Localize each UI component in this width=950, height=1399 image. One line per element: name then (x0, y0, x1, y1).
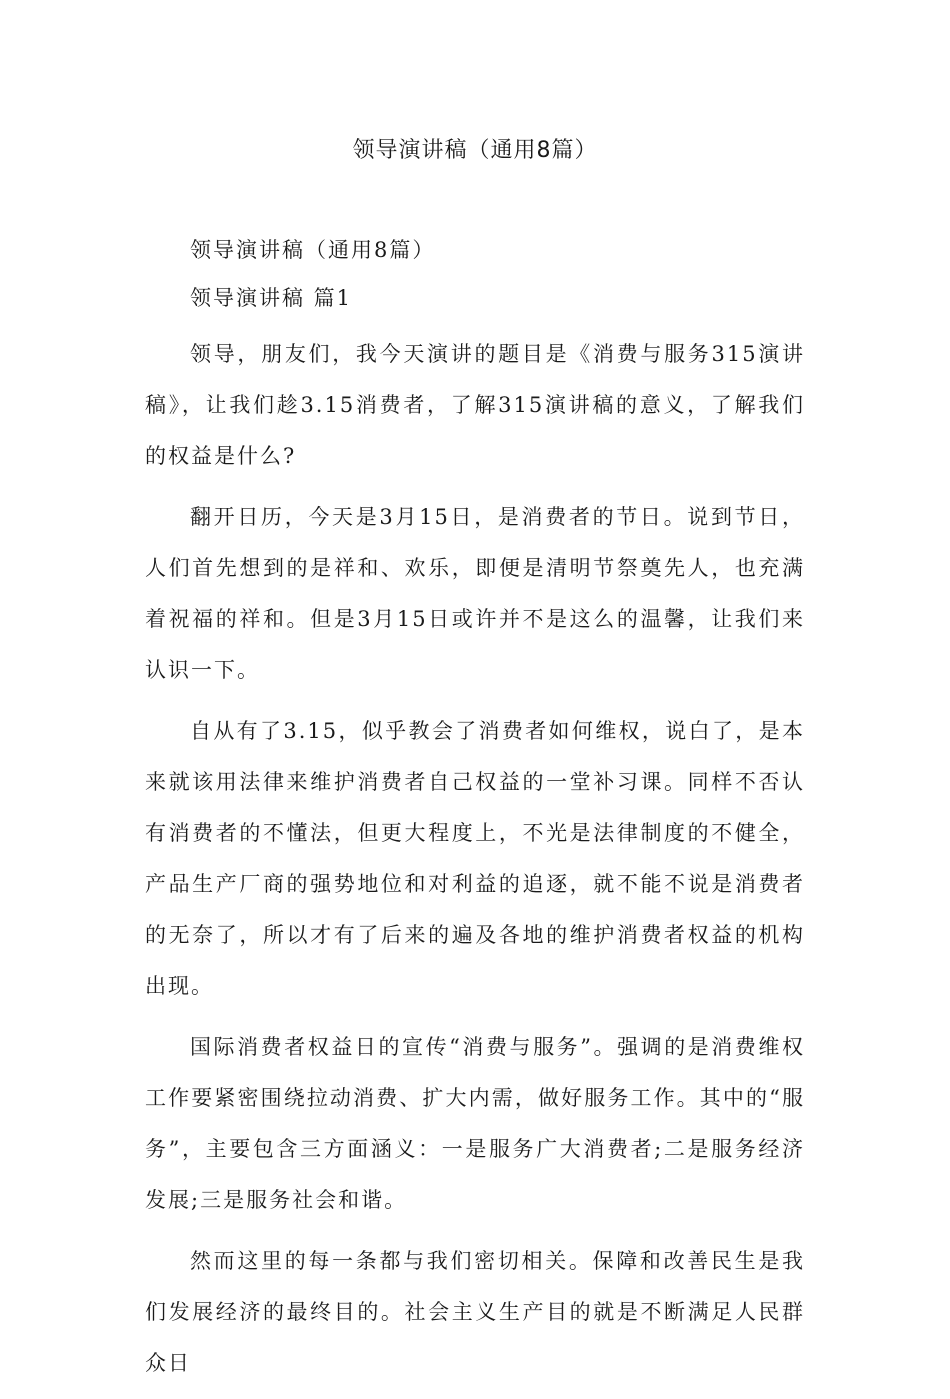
paragraph-2: 翻开日历，今天是3月15日，是消费者的节日。说到节日，人们首先想到的是祥和、欢乐，即便是清明节祭奠先人，也充满着祝福的祥和。但是3月15日或许并不是这么的温馨，让我们来认识一下。 (145, 505, 805, 682)
paragraph-5: 然而这里的每一条都与我们密切相关。保障和改善民生是我们发展经济的最终目的。社会主义生产目的就是不断满足人民群众日 (145, 1249, 805, 1375)
paragraph-1: 领导，朋友们，我今天演讲的题目是《消费与服务315演讲稿》，让我们趁3.15消费者，了解315演讲稿的意义，了解我们的权益是什么? (145, 342, 805, 468)
document-body (145, 229, 805, 1399)
paragraph-4: 国际消费者权益日的宣传“消费与服务”。强调的是消费维权工作要紧密围绕拉动消费、扩大内需，做好服务工作。其中的“服务”，主要包含三方面涵义：一是服务广大消费者;二是服务经济发展;三是服务社会和谐。 (145, 1035, 805, 1212)
subtitle-line: 领导演讲稿（通用8篇） (190, 238, 436, 262)
section-heading: 领导演讲稿 篇1 (190, 286, 353, 310)
paragraph-3: 自从有了3.15，似乎教会了消费者如何维权，说白了，是本来就该用法律来维护消费者自己权益的一堂补习课。同样不否认有消费者的不懂法，但更大程度上，不光是法律制度的不健全，产品生产厂商的强势地位和对利益的追逐，就不能不说是消费者的无奈了，所以才有了后来的遍及各地的维护消费者权益的机构出现。 (145, 719, 805, 998)
document-title: 领导演讲稿（通用8篇） (352, 138, 598, 163)
